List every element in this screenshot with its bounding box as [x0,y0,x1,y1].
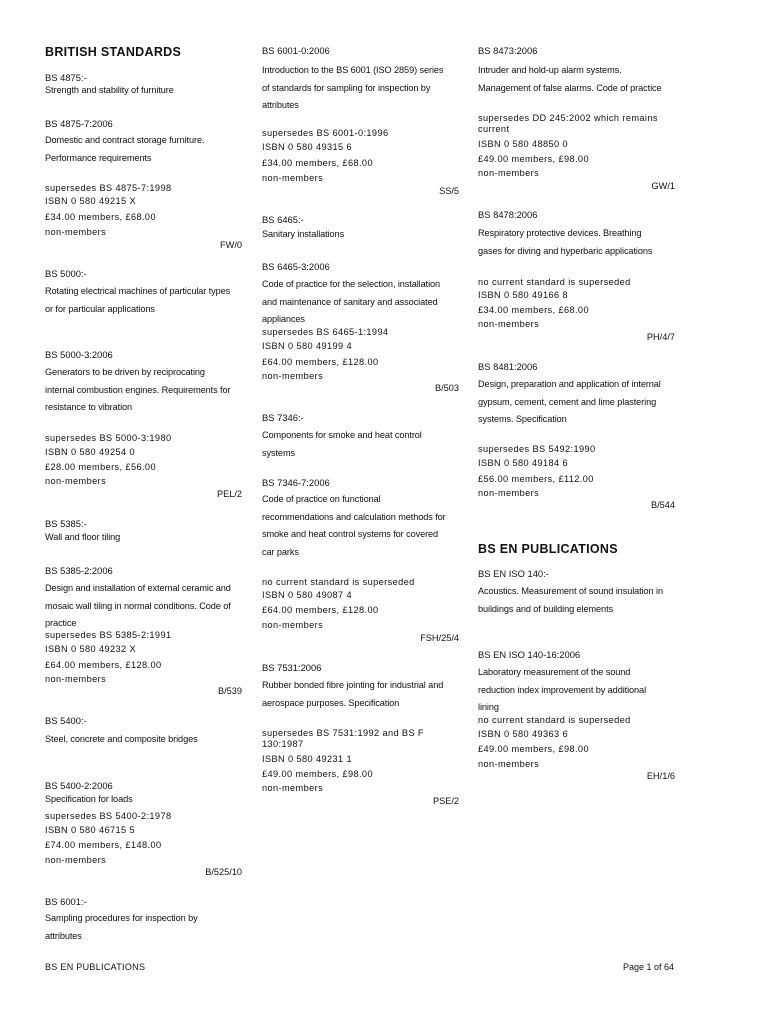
entry-isbn: ISBN 0 580 49199 4 [262,341,352,351]
entry-title: BS 7531:2006 [262,662,322,673]
entry-committee-ref: GW/1 [651,181,675,191]
entry-price-nonmembers: non-members [478,759,540,769]
entry-price: £34.00 members, £68.00 [478,305,589,315]
entry-description: Rotating electrical machines of particular types or for particular applications [45,286,231,314]
entry-title: BS 7346:- [262,412,304,423]
entry-price-nonmembers: non-members [262,371,324,381]
entry-price-nonmembers: non-members [45,674,107,684]
entry-isbn: ISBN 0 580 49315 6 [262,142,352,152]
entry-committee-ref: B/539 [217,686,242,696]
entry-title: BS EN ISO 140-16:2006 [478,649,581,660]
entry-supersedes: supersedes BS 5492:1990 [478,444,596,454]
entry-supersedes: no current standard is superseded [478,277,631,287]
entry-price: £64.00 members, £128.00 [45,660,162,670]
entry-description: Components for smoke and heat control systems [262,430,422,458]
entry-description: Wall and floor tiling [45,532,121,542]
entry-price: £56.00 members, £112.00 [478,474,594,484]
entry-description: Strength and stability of furniture [45,85,174,95]
entry-title: BS 8481:2006 [478,361,538,372]
entry-description: Design and installation of external ceramic and mosaic wall tiling in normal conditions. Code of practice [45,583,231,628]
entry-title: BS 5400-2:2006 [45,780,113,791]
entry-committee-ref: PH/4/7 [646,332,675,342]
entry-isbn: ISBN 0 580 49166 8 [478,290,568,300]
entry-title: BS 5000:- [45,268,87,279]
entry-supersedes: supersedes BS 7531:1992 and BS F 130:1987 [262,728,424,749]
entry-title: BS 4875:- [45,72,87,83]
entry-price: £49.00 members, £98.00 [262,769,373,779]
entry-description: Sampling procedures for inspection by attributes [45,913,198,941]
entry-price-nonmembers: non-members [45,227,107,237]
entry-title: BS 6001:- [45,896,87,907]
entry-description: Steel, concrete and composite bridges [45,734,198,744]
entry-supersedes: supersedes BS 5000-3:1980 [45,433,172,443]
entry-isbn: ISBN 0 580 49087 4 [262,590,352,600]
entry-description: Acoustics. Measurement of sound insulation in buildings and of building elements [478,586,663,614]
entry-title: BS 6465:- [262,214,304,225]
entry-title: BS 6001-0:2006 [262,45,330,56]
entry-price-nonmembers: non-members [45,855,107,865]
section-heading-british-standards: BRITISH STANDARDS [45,45,182,59]
entry-description: Introduction to the BS 6001 (ISO 2859) series of standards for sampling for inspection by attributes [262,65,444,110]
entry-price: £34.00 members, £68.00 [262,158,373,168]
entry-title: BS EN ISO 140:- [478,568,549,579]
entry-price-nonmembers: non-members [45,476,107,486]
entry-isbn: ISBN 0 580 49232 X [45,644,136,654]
entry-description: Code of practice on functional recommendations and calculation methods for smoke and heat control systems for covered car parks [262,494,446,557]
entry-price-nonmembers: non-members [262,620,324,630]
entry-committee-ref: FW/0 [220,240,242,250]
entry-title: BS 5000-3:2006 [45,349,113,360]
entry-price: £34.00 members, £68.00 [45,212,156,222]
entry-price: £64.00 members, £128.00 [262,357,379,367]
entry-supersedes: no current standard is superseded [478,715,631,725]
entry-isbn: ISBN 0 580 48850 0 [478,139,568,149]
entry-isbn: ISBN 0 580 49215 X [45,196,136,206]
entry-committee-ref: PEL/2 [216,489,242,499]
entry-title: BS 5385-2:2006 [45,565,113,576]
entry-title: BS 8473:2006 [478,45,538,56]
entry-committee-ref: EH/1/6 [646,771,675,781]
entry-committee-ref: B/503 [434,383,459,393]
entry-committee-ref: SS/5 [439,186,459,196]
entry-price-nonmembers: non-members [262,783,324,793]
entry-description: Rubber bonded fibre jointing for industrial and aerospace purposes. Specification [262,680,444,708]
entry-isbn: ISBN 0 580 49363 6 [478,729,568,739]
entry-price-nonmembers: non-members [478,319,540,329]
entry-description: Generators to be driven by reciprocating internal combustion engines. Requirements for resistance to vibration [45,367,231,412]
entry-isbn: ISBN 0 580 49254 0 [45,447,135,457]
entry-supersedes: no current standard is superseded [262,577,415,587]
entry-description: Intruder and hold-up alarm systems. Management of false alarms. Code of practice [478,65,662,93]
entry-supersedes: supersedes BS 5400-2:1978 [45,811,172,821]
entry-committee-ref: FSH/25/4 [420,633,459,643]
entry-supersedes: supersedes BS 6001-0:1996 [262,128,389,138]
entry-committee-ref: B/544 [650,500,675,510]
entry-description: Laboratory measurement of the sound reduction index improvement by additional lining [478,667,647,712]
entry-description: Respiratory protective devices. Breathing gases for diving and hyperbaric applications [478,228,653,256]
entry-description: Sanitary installations [262,229,345,239]
entry-supersedes: supersedes BS 6465-1:1994 [262,327,389,337]
entry-supersedes: supersedes BS 4875-7:1998 [45,183,172,193]
entry-title: BS 4875-7:2006 [45,118,113,129]
entry-title: BS 5385:- [45,518,87,529]
entry-supersedes: supersedes BS 5385-2:1991 [45,630,172,640]
entry-committee-ref: B/525/10 [205,867,242,877]
entry-title: BS 7346-7:2006 [262,477,330,488]
entry-title: BS 5400:- [45,715,87,726]
footer-section-label: BS EN PUBLICATIONS [45,962,146,972]
entry-description: Domestic and contract storage furniture. Performance requirements [45,135,205,163]
entry-title: BS 6465-3:2006 [262,261,330,272]
entry-description: Code of practice for the selection, installation and maintenance of sanitary and associated appliances [262,279,441,324]
entry-committee-ref: PSE/2 [432,796,459,806]
entry-isbn: ISBN 0 580 49184 6 [478,458,568,468]
entry-price: £49.00 members, £98.00 [478,744,589,754]
entry-price-nonmembers: non-members [478,168,540,178]
entry-price: £49.00 members, £98.00 [478,154,589,164]
entry-description: Specification for loads [45,794,133,804]
entry-title: BS 8478:2006 [478,209,538,220]
entry-description: Design, preparation and application of internal gypsum, cement, cement and lime plastering systems. Specification [478,379,661,424]
footer-page-number: Page 1 of 64 [622,962,674,972]
entry-price: £28.00 members, £56.00 [45,462,156,472]
entry-price: £74.00 members, £148.00 [45,840,162,850]
entry-isbn: ISBN 0 580 46715 5 [45,825,135,835]
entry-price-nonmembers: non-members [478,488,540,498]
section-heading-bs-en-publications: BS EN PUBLICATIONS [478,542,618,556]
entry-price: £64.00 members, £128.00 [262,605,379,615]
entry-supersedes: supersedes DD 245:2002 which remains current [478,113,658,134]
entry-isbn: ISBN 0 580 49231 1 [262,754,352,764]
entry-price-nonmembers: non-members [262,173,324,183]
